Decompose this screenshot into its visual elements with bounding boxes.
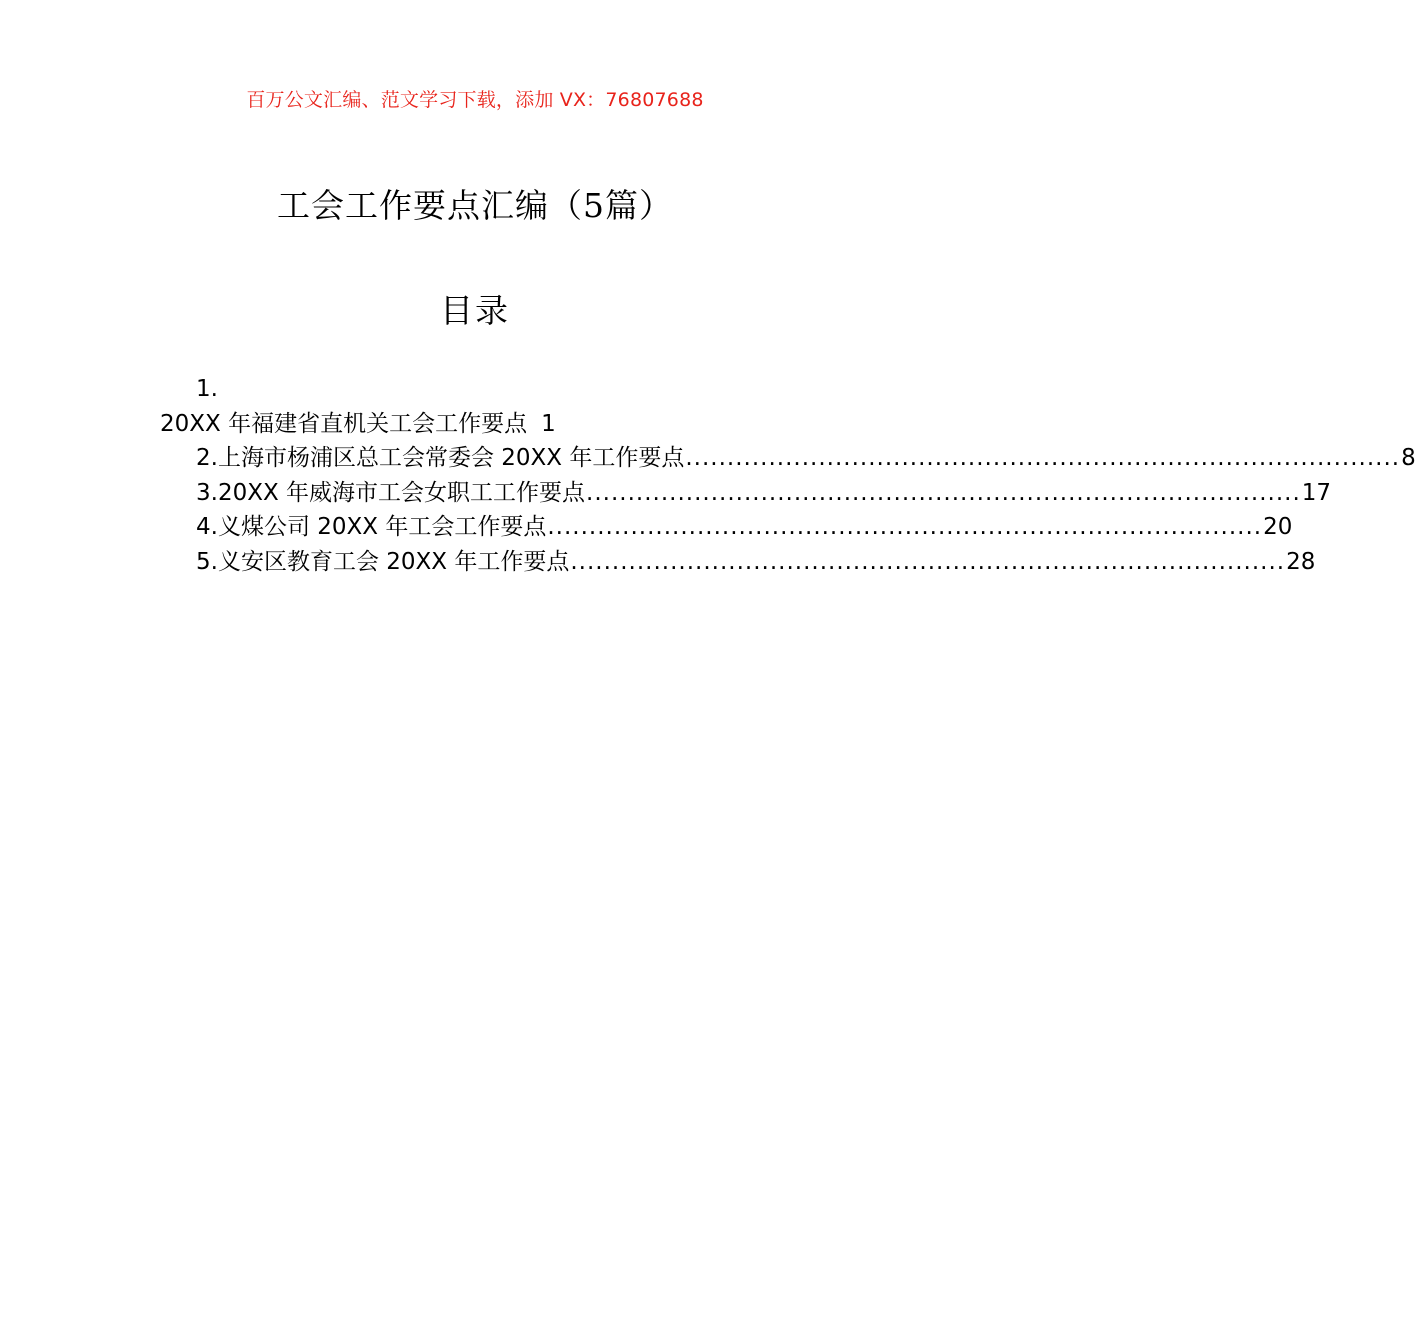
toc-entry-label: 2.上海市杨浦区总工会常委会 20XX 年工作要点 [196,445,685,471]
toc-entry-2[interactable] [160,441,1416,476]
toc-entry-label: 3.20XX 年威海市工会女职工工作要点 [196,479,586,506]
toc-entry-label: 5.义安区教育工会 20XX 年工作要点 [196,548,570,575]
toc-entry-1[interactable] [160,407,805,442]
toc-entry-page: 17 [1301,479,1332,506]
toc-entry-5[interactable] [160,545,1316,580]
toc-entry-3[interactable] [160,476,1332,511]
document-title [0,180,950,227]
toc-entry-label: 4.义煤公司 20XX 年工会工作要点 [196,514,547,540]
table-of-contents [160,372,1416,579]
toc-entry-label: 20XX 年福建省直机关工会工作要点 [160,410,528,437]
title-suffix: 篇） [605,186,673,225]
toc-entry-page: 1 [541,410,556,437]
toc-dot-leader: ...................................................................................... [685,445,1401,471]
toc-dot-leader: ...................................................................................... [547,514,1263,540]
title-prefix: 工会工作要点汇编（ [277,186,583,225]
toc-dot-leader: ...................................................................................... [570,548,1286,575]
toc-entry-page: 28 [1286,548,1316,575]
toc-entry-page: 8 [1401,445,1416,471]
toc-entry-number: 1. [196,376,218,402]
header-watermark-note: 百万公文汇编、范文学习下载，添加 VX：76807688 [246,89,704,111]
toc-heading: 目录 [440,291,510,330]
toc-entry-4[interactable] [160,510,1293,545]
toc-entry-1-number-line[interactable] [160,372,805,407]
toc-dot-leader: ...................................................................................... [586,479,1301,506]
toc-entry-page: 20 [1263,514,1293,540]
title-count: 5 [583,186,605,225]
